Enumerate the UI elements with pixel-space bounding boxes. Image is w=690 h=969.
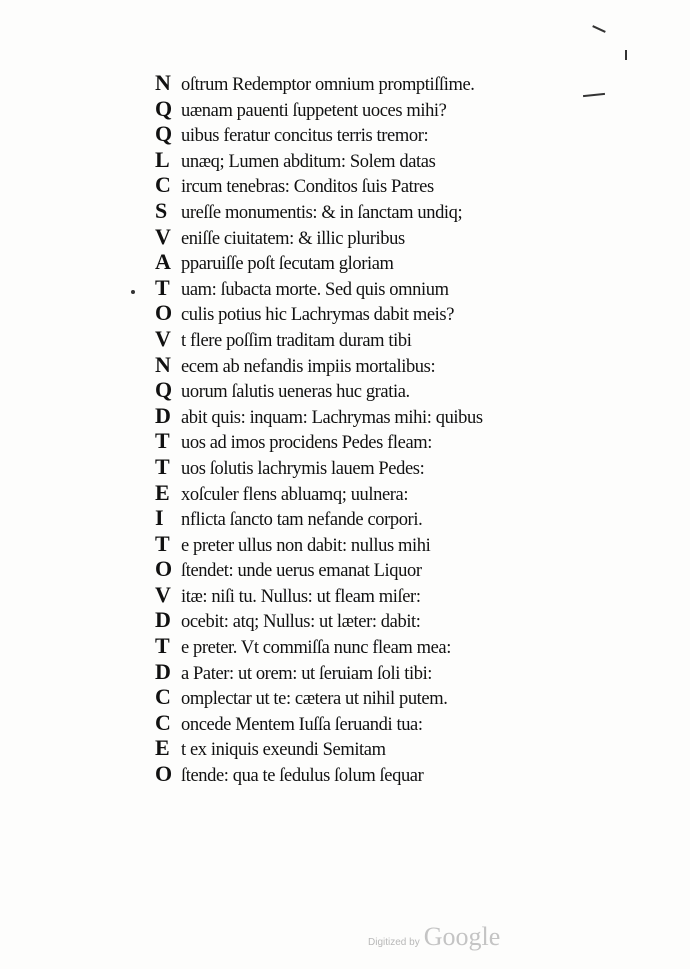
line-text: omplectar ut te: cætera ut nihil putem. [181,689,448,710]
poem-line [155,172,595,198]
poem-line [155,96,595,122]
line-initial: C [155,709,171,735]
line-text: ſtende: qua te ſedulus ſolum ſequar [181,766,424,787]
poem-line [155,582,595,608]
poem-line [155,147,595,173]
poem-line [155,403,595,429]
poem-line [155,300,595,326]
line-text: abit quis: inquam: Lachrymas mihi: quibus [181,407,483,428]
poem-line [155,428,595,454]
poem-line [155,70,595,96]
line-initial: T [155,633,170,659]
poem-line [155,224,595,250]
poem-line [155,633,595,659]
line-text: t flere poſſim traditam duram tibi [181,330,412,351]
poem-line [155,326,595,352]
line-text: ecem ab nefandis impiis mortalibus: [181,356,436,377]
line-text: ſtendet: unde uerus emanat Liquor [181,561,422,582]
line-text: culis potius hic Lachrymas dabit meis? [181,305,455,326]
line-text: uibus feratur concitus terris tremor: [181,126,429,147]
poem-line [155,480,595,506]
poem-line [155,377,595,403]
line-initial: T [155,428,170,454]
watermark-prefix: Digitized by [368,937,420,948]
line-text: a Pater: ut orem: ut ſeruiam ſoli tibi: [181,663,433,684]
line-text: ircum tenebras: Conditos ſuis Patres [181,177,434,198]
line-initial: V [155,223,171,249]
line-text: unæq; Lumen abditum: Solem datas [181,151,436,172]
line-text: nflicta ſancto tam nefande corpori. [181,510,423,531]
poem-line [155,505,595,531]
poem-line [155,352,595,378]
line-text: oncede Mentem Iuſſa ſeruandi tua: [181,714,423,735]
ink-mark [592,25,606,33]
ink-mark [625,50,627,60]
line-text: uam: ſubacta morte. Sed quis omnium [181,279,449,300]
acrostic-poem [155,70,595,787]
poem-line [155,198,595,224]
ink-mark [131,290,135,294]
poem-line [155,710,595,736]
line-initial: D [155,607,171,633]
line-initial: O [155,300,173,326]
line-text: e preter. Vt commiſſa nunc fleam mea: [181,638,451,659]
line-initial: E [155,735,170,761]
line-initial: L [155,146,170,172]
line-initial: V [155,325,171,351]
line-initial: T [155,274,170,300]
line-text: eniſſe ciuitatem: & illic pluribus [181,228,405,249]
line-initial: I [155,505,164,531]
poem-line [155,275,595,301]
line-text: itæ: niſi tu. Nullus: ut fleam miſer: [181,586,421,607]
poem-line [155,531,595,557]
line-text: pparuiſſe poſt ſecutam gloriam [181,254,394,275]
line-initial: C [155,684,171,710]
line-initial: A [155,249,171,275]
line-initial: V [155,581,171,607]
line-text: oſtrum Redemptor omnium promptiſſime. [181,75,475,95]
poem-line [155,556,595,582]
line-text: t ex iniquis exeundi Semitam [181,740,386,761]
poem-line [155,684,595,710]
line-initial: E [155,479,170,505]
line-text: ureſſe monumentis: & in ſanctam undiq; [181,202,463,223]
line-initial: C [155,172,171,198]
poem-line [155,735,595,761]
poem-line [155,659,595,685]
line-initial: N [155,70,171,95]
line-initial: T [155,530,170,556]
line-initial: D [155,658,171,684]
line-text: ocebit: atq; Nullus: ut læter: dabit: [181,612,421,633]
google-logo: Google [423,922,501,951]
poem-line [155,454,595,480]
line-text: xoſculer flens abluamq; uulnera: [181,484,409,505]
poem-line [155,607,595,633]
digitization-watermark [368,922,500,952]
line-initial: D [155,402,171,428]
line-text: uænam pauenti ſuppetent uoces mihi? [181,100,447,121]
poem-line [155,121,595,147]
line-text: uos ad imos procidens Pedes fleam: [181,433,433,454]
line-text: uorum ſalutis ueneras huc gratia. [181,382,410,403]
line-initial: S [155,197,168,223]
poem-line [155,249,595,275]
line-initial: O [155,556,173,582]
line-initial: Q [155,95,173,121]
line-text: e preter ullus non dabit: nullus mihi [181,535,431,556]
line-initial: N [155,351,171,377]
poem-line [155,761,595,787]
line-text: uos ſolutis lachrymis lauem Pedes: [181,458,425,479]
line-initial: Q [155,377,173,403]
line-initial: T [155,453,170,479]
line-initial: Q [155,121,173,147]
line-initial: O [155,761,173,787]
